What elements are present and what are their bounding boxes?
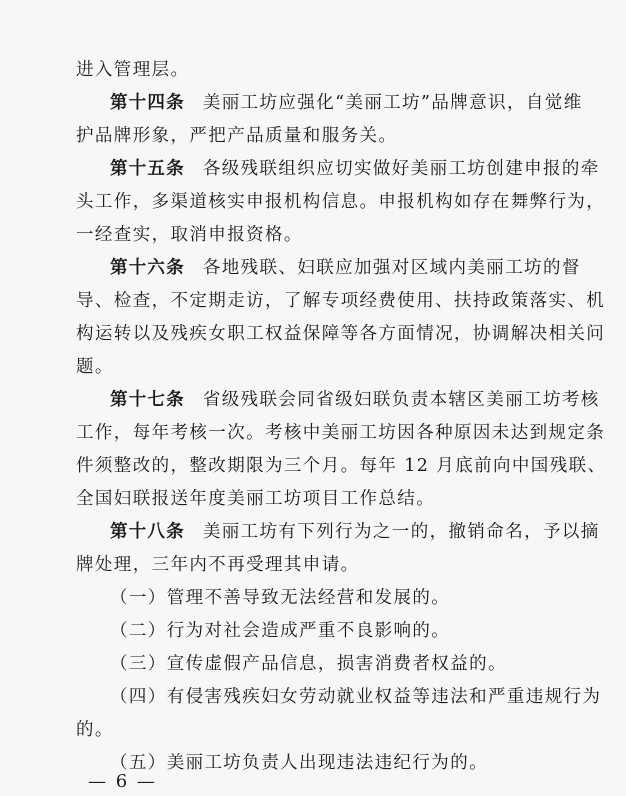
- body-text: 进入管理层。: [76, 60, 190, 80]
- article-14-line: [110, 91, 590, 115]
- text-line: [76, 289, 606, 313]
- body-text: 护品牌形象，严把产品质量和服务关。: [76, 126, 398, 146]
- body-text: 一经查实，取消申报资格。: [76, 225, 303, 245]
- body-text: 美丽工坊有下列行为之一的，撤销命名，予以摘: [202, 522, 600, 542]
- article-15-line: [110, 157, 600, 181]
- body-text: 各级残联组织应切实做好美丽工坊创建申报的牵: [202, 159, 600, 179]
- body-text: 导、检查，不定期走访，了解专项经费使用、扶持政策落实、机: [76, 291, 606, 311]
- list-item: [110, 751, 590, 775]
- body-text: 牌处理，三年内不再受理其申请。: [76, 555, 360, 575]
- article-16-line: [110, 256, 590, 280]
- article-17-line: [110, 388, 600, 412]
- body-text: 头工作，多渠道核实申报机构信息。申报机构如存在舞弊行为，: [76, 192, 606, 212]
- text-line: [76, 553, 556, 577]
- list-item-text: （一）管理不善导致无法经营和发展的。: [110, 588, 451, 608]
- text-line: [76, 190, 606, 214]
- article-18-line: [110, 520, 600, 544]
- text-line: [76, 58, 556, 82]
- body-text: 全国妇联报送年度美丽工坊项目工作总结。: [76, 489, 436, 509]
- body-text: 件须整改的，整改期限为三个月。每年 12 月底前向中国残联、: [76, 456, 607, 476]
- text-line: [76, 322, 606, 346]
- body-text: 美丽工坊应强化“美丽工坊”品牌意识，自觉维: [202, 93, 583, 113]
- list-item: [110, 586, 590, 610]
- list-item-text: （三）宣传虚假产品信息，损害消费者权益的。: [110, 654, 507, 674]
- page-number: — 6 —: [88, 771, 157, 792]
- list-item: [110, 685, 602, 709]
- text-line: [76, 487, 556, 511]
- text-line: [76, 421, 606, 445]
- list-item-text: （五）美丽工坊负责人出现违法违纪行为的。: [110, 753, 488, 773]
- text-line: [76, 223, 556, 247]
- list-item-text: （四）有侵害残疾妇女劳动就业权益等违法和严重违规行为: [110, 687, 602, 707]
- list-item-text: （二）行为对社会造成严重不良影响的。: [110, 621, 451, 641]
- list-item: [110, 619, 590, 643]
- article-heading: 第十四条: [110, 93, 185, 113]
- body-text: 各地残联、妇联应加强对区域内美丽工坊的督: [202, 258, 581, 278]
- body-text: 省级残联会同省级妇联负责本辖区美丽工坊考核: [202, 390, 600, 410]
- article-heading: 第十六条: [110, 258, 185, 278]
- article-heading: 第十五条: [110, 159, 185, 179]
- list-item: [110, 652, 590, 676]
- article-heading: 第十七条: [110, 390, 185, 410]
- body-text: 的。: [76, 720, 114, 740]
- text-line: [76, 355, 556, 379]
- body-text: 工作，每年考核一次。考核中美丽工坊因各种原因未达到规定条: [76, 423, 606, 443]
- text-line: [76, 718, 556, 742]
- text-line: [76, 124, 556, 148]
- body-text: 构运转以及残疾女职工权益保障等各方面情况，协调解决相关问: [76, 324, 606, 344]
- body-text: 题。: [76, 357, 114, 377]
- text-line: [76, 454, 607, 478]
- article-heading: 第十八条: [110, 522, 185, 542]
